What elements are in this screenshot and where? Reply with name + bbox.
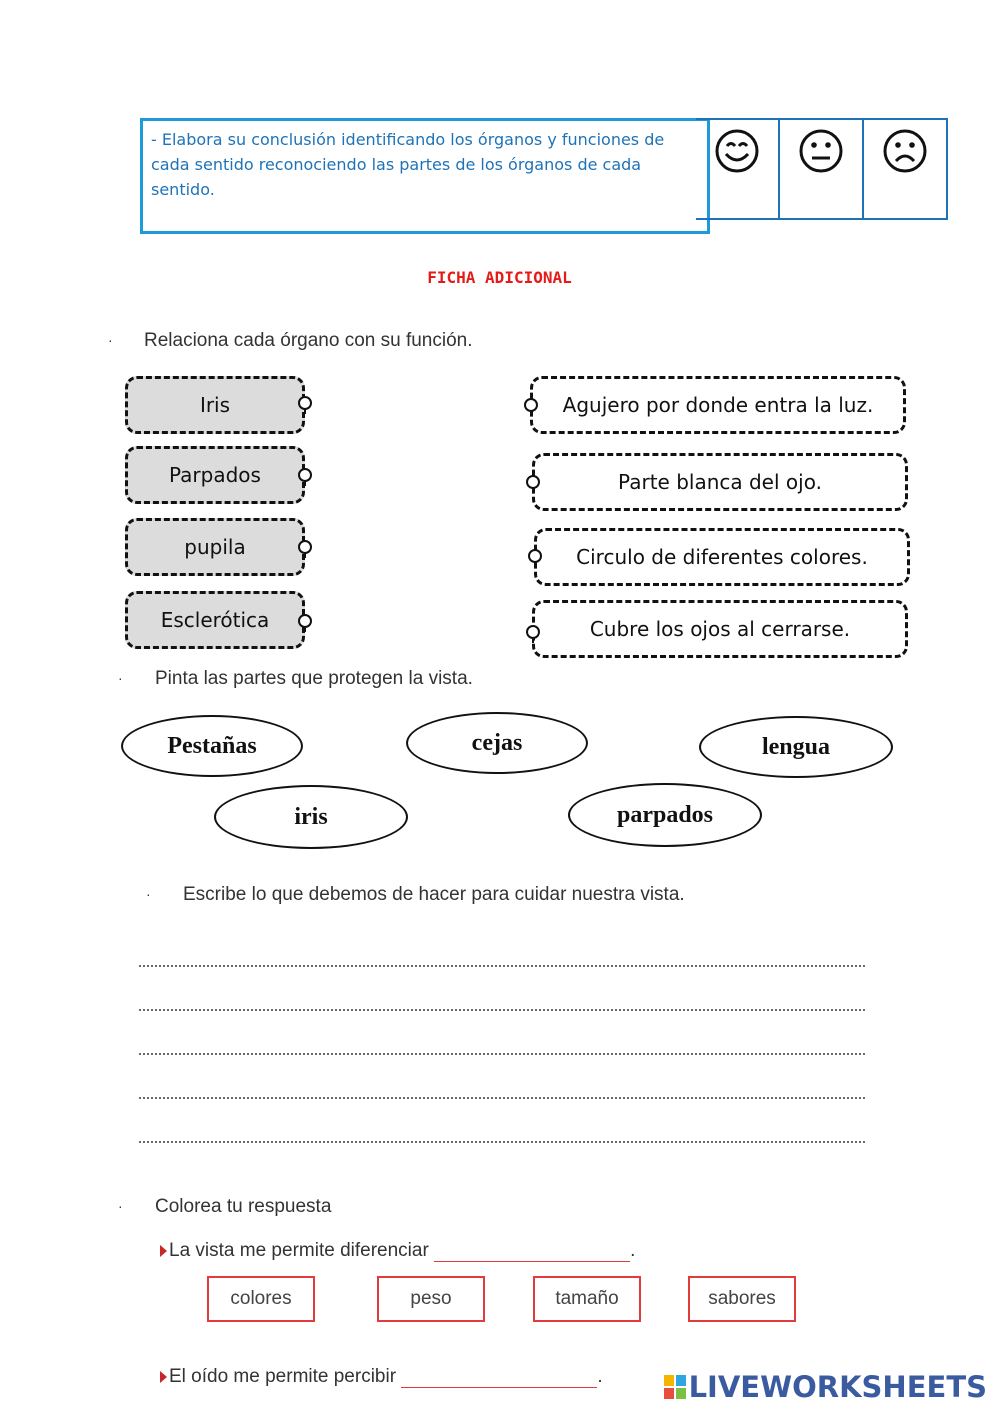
end-mark: .: [597, 1366, 603, 1387]
happy-face-icon: [714, 128, 760, 174]
logo-icon: [664, 1375, 686, 1399]
organ-box[interactable]: Iris: [125, 376, 305, 434]
answer-option[interactable]: sabores: [688, 1276, 796, 1322]
neutral-face-cell[interactable]: [780, 118, 864, 220]
answer-line[interactable]: [138, 1008, 866, 1012]
organ-box[interactable]: Esclerótica: [125, 591, 305, 649]
function-box[interactable]: Agujero por donde entra la luz.: [530, 376, 906, 434]
sad-face-cell[interactable]: [864, 118, 948, 220]
evaluation-table: [140, 118, 950, 222]
section-title: FICHA ADICIONAL: [427, 268, 572, 287]
option-oval[interactable]: parpados: [568, 783, 762, 847]
happy-face-cell[interactable]: [696, 118, 780, 220]
option-oval[interactable]: cejas: [406, 712, 588, 774]
organ-box[interactable]: pupila: [125, 518, 305, 576]
activity4-instruction: Colorea tu respuesta: [155, 1196, 332, 1217]
question-1: [160, 1240, 635, 1262]
connector-dot[interactable]: [526, 475, 540, 489]
option-oval[interactable]: Pestañas: [121, 715, 303, 777]
activity3-instruction: Escribe lo que debemos de hacer para cuidar nuestra vista.: [183, 884, 685, 905]
activity1-instruction: Relaciona cada órgano con su función.: [144, 330, 473, 351]
evaluation-criterion: - Elabora su conclusión identificando los órganos y funciones de cada sentido reconociendo las partes de los órganos de cada sentido.: [140, 118, 710, 234]
connector-dot[interactable]: [298, 540, 312, 554]
question-2-text: El oído me permite percibir: [169, 1366, 397, 1387]
bullet-marker: ·: [118, 670, 123, 686]
question-1-text: La vista me permite diferenciar: [169, 1240, 429, 1261]
answer-line[interactable]: [138, 1096, 866, 1100]
end-mark: .: [630, 1240, 636, 1261]
connector-dot[interactable]: [526, 625, 540, 639]
neutral-face-icon: [798, 128, 844, 174]
brand-name: LIVEWORKSHEETS: [688, 1370, 987, 1404]
function-box[interactable]: Parte blanca del ojo.: [532, 453, 908, 511]
activity2-instruction: Pinta las partes que protegen la vista.: [155, 668, 473, 689]
function-box[interactable]: Circulo de diferentes colores.: [534, 528, 910, 586]
question-2: [160, 1366, 603, 1388]
answer-blank[interactable]: [434, 1241, 630, 1262]
bullet-marker: ·: [146, 886, 151, 902]
connector-dot[interactable]: [528, 549, 542, 563]
sad-face-icon: [882, 128, 928, 174]
triangle-bullet-icon: [160, 1245, 167, 1257]
bullet-marker: ·: [118, 1198, 123, 1214]
answer-line[interactable]: [138, 1052, 866, 1056]
answer-option[interactable]: colores: [207, 1276, 315, 1322]
connector-dot[interactable]: [298, 614, 312, 628]
triangle-bullet-icon: [160, 1371, 167, 1383]
function-box[interactable]: Cubre los ojos al cerrarse.: [532, 600, 908, 658]
bullet-marker: ·: [108, 332, 113, 348]
connector-dot[interactable]: [524, 398, 538, 412]
organ-box[interactable]: Parpados: [125, 446, 305, 504]
answer-blank[interactable]: [401, 1367, 597, 1388]
option-oval[interactable]: lengua: [699, 716, 893, 778]
answer-option[interactable]: peso: [377, 1276, 485, 1322]
connector-dot[interactable]: [298, 468, 312, 482]
connector-dot[interactable]: [298, 396, 312, 410]
answer-option[interactable]: tamaño: [533, 1276, 641, 1322]
option-oval[interactable]: iris: [214, 785, 408, 849]
answer-line[interactable]: [138, 964, 866, 968]
answer-line[interactable]: [138, 1140, 866, 1144]
liveworksheets-logo: [664, 1370, 987, 1404]
